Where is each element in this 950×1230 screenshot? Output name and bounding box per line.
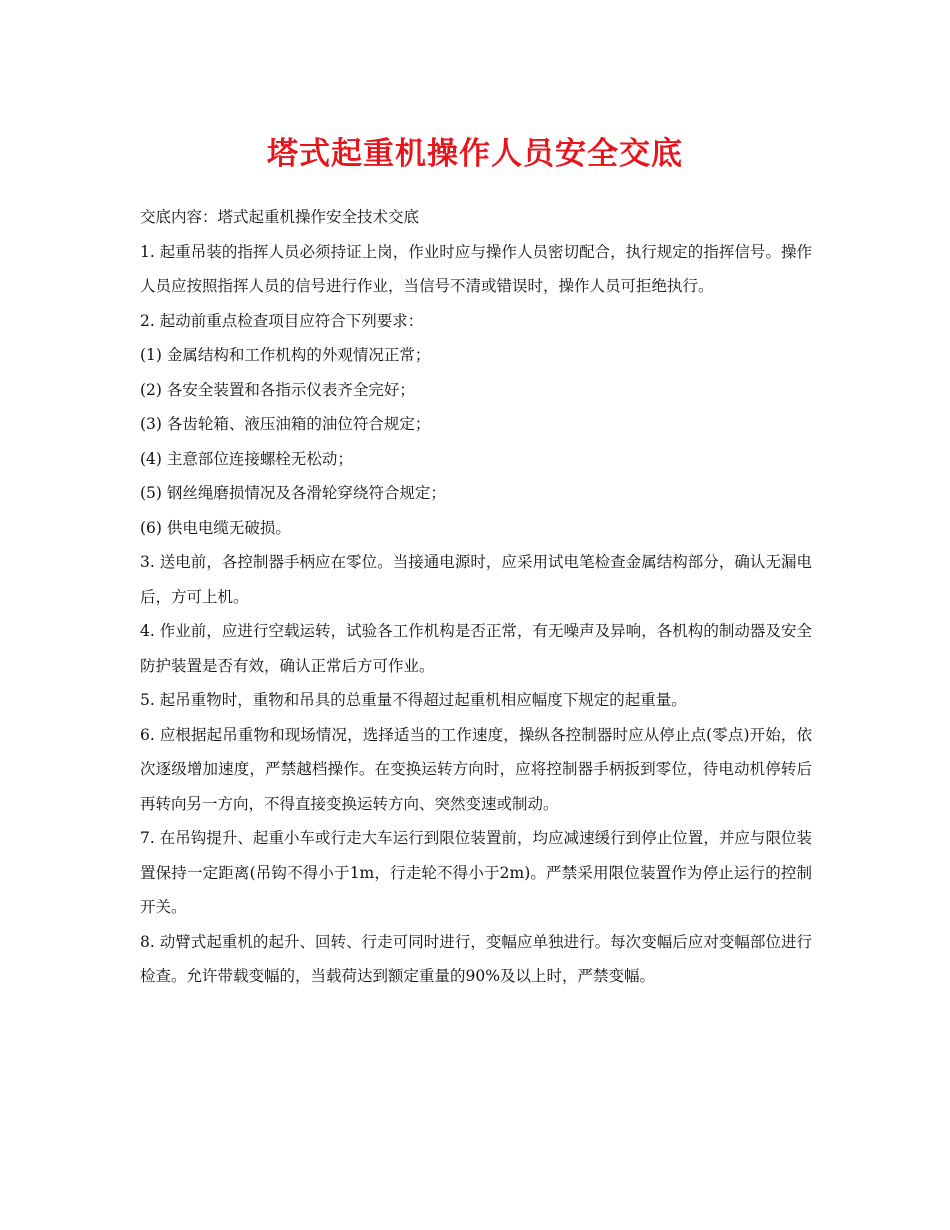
paragraph-6: 6. 应根据起吊重物和现场情况，选择适当的工作速度，操纵各控制器时应从停止点(零点)开始，依次逐级增加速度，严禁越档操作。在变换运转方向时，应将控制器手柄扳到零位，待电动机停转后再转向另一方向，不得直接变换运转方向、突然变速或制动。 xyxy=(140,725,812,813)
list-item-4: (4) 主意部位连接螺栓无松动； xyxy=(140,449,353,468)
paragraph-1: 1. 起重吊装的指挥人员必须持证上岗，作业时应与操作人员密切配合，执行规定的指挥信号。操作人员应按照指挥人员的信号进行作业，当信号不清或错误时，操作人员可拒绝执行。 xyxy=(140,242,813,295)
list-item-5: (5) 钢丝绳磨损情况及各滑轮穿绕符合规定； xyxy=(140,484,446,502)
intro-line: 交底内容：塔式起重机操作安全技术交底 xyxy=(140,208,420,226)
list-item-3: (3) 各齿轮箱、液压油箱的油位符合规定； xyxy=(140,415,431,433)
list-item-2: (2) 各安全装置和各指示仪表齐全完好； xyxy=(140,380,415,399)
paragraph-4: 4. 作业前，应进行空载运转，试验各工作机构是否正常，有无噪声及异响，各机构的制动器及安全防护装置是否有效，确认正常后方可作业。 xyxy=(140,622,813,675)
paragraph-2: 2. 起动前重点检查项目应符合下列要求： xyxy=(140,311,424,330)
document-title: 塔式起重机操作人员安全交底 xyxy=(267,136,683,172)
paragraph-3: 3. 送电前，各控制器手柄应在零位。当接通电源时，应采用试电笔检查金属结构部分，确认无漏电后，方可上机。 xyxy=(140,553,813,606)
list-item-1: (1) 金属结构和工作机构的外观情况正常； xyxy=(140,346,431,364)
document-body xyxy=(140,200,812,994)
paragraph-5: 5. 起吊重物时，重物和吊具的总重量不得超过起重机相应幅度下规定的起重量。 xyxy=(140,691,687,709)
paragraph-8: 8. 动臂式起重机的起升、回转、行走可同时进行，变幅应单独进行。每次变幅后应对变幅部位进行检查。允许带载变幅的，当载荷达到额定重量的90%及以上时，严禁变幅。 xyxy=(140,932,813,985)
paragraph-7: 7. 在吊钩提升、起重小车或行走大车运行到限位装置前，均应减速缓行到停止位置，并应与限位装置保持一定距离(吊钩不得小于1m，行走轮不得小于2m)。严禁采用限位装置作为停止运行的控制开关。 xyxy=(140,829,813,916)
list-item-6: (6) 供电电缆无破损。 xyxy=(140,518,291,537)
